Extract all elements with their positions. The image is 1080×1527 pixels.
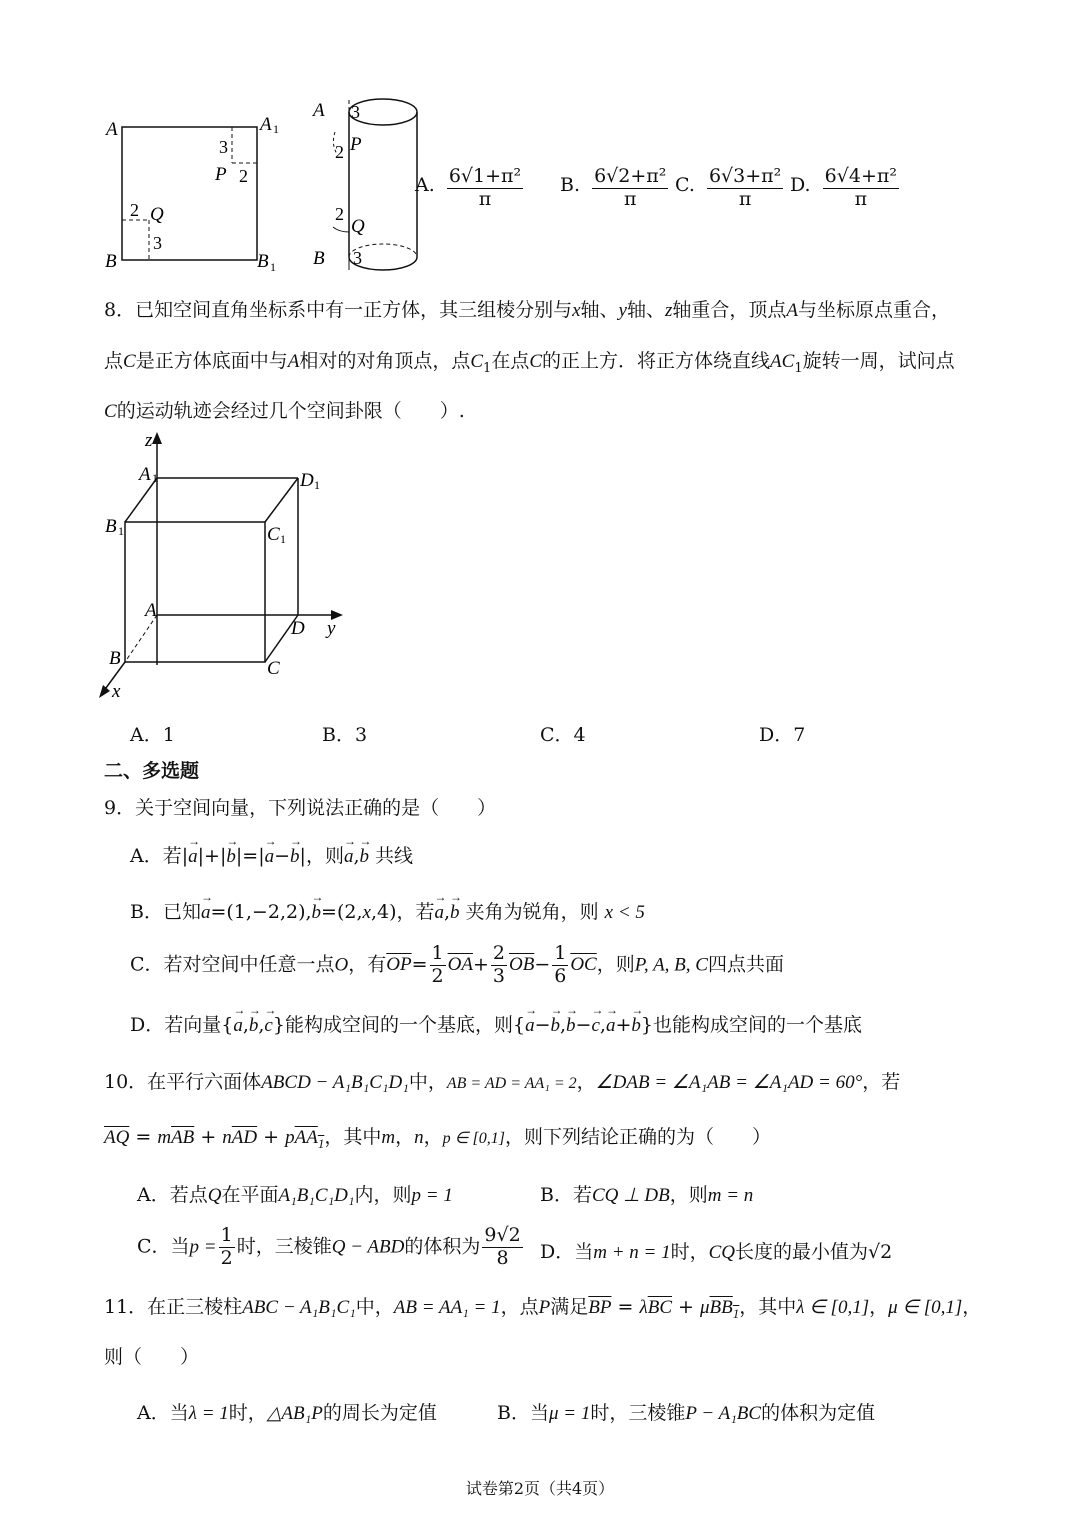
q10-line-2: $\overline{AQ} = m\overline{AB} + n\overline{AD} + pAA_1$，其中m，n，p ∈ [0,1]，则下列结论正确的为（ ） bbox=[104, 1126, 772, 1151]
q8-text: 与坐标原点重合， bbox=[798, 299, 951, 321]
q9-text: 共线 bbox=[375, 845, 414, 867]
q10-c-half-num: 1 bbox=[220, 1224, 233, 1246]
q10-text: 时，三棱锥 bbox=[236, 1235, 332, 1258]
q7-option-d-den: π bbox=[854, 187, 868, 210]
q7-option-b-letter: B. bbox=[560, 174, 581, 197]
q10-angles: ∠DAB = ∠A₁AB = ∠A₁AD = 60° bbox=[595, 1072, 863, 1093]
q8-option-d-value: 7 bbox=[793, 724, 806, 746]
fig1-label-3b: 3 bbox=[153, 233, 162, 253]
q11-mu-range: μ ∈ [0,1] bbox=[888, 1297, 963, 1318]
q9-text: A．若 bbox=[130, 845, 182, 867]
cube-label-y: y bbox=[327, 618, 336, 639]
q8-text: 旋转一周，试问点 bbox=[802, 350, 955, 372]
fig2-label-2a: 2 bbox=[335, 142, 344, 162]
q10-c-p: p = bbox=[189, 1236, 217, 1258]
q8-option-a-letter: A． bbox=[130, 724, 163, 746]
q10-text: ，则下列结论正确的为（ ） bbox=[505, 1126, 772, 1148]
q8-z: z bbox=[665, 300, 673, 321]
q10-m: m bbox=[381, 1127, 396, 1148]
q7-option-b-den: π bbox=[623, 187, 637, 210]
q8-option-c bbox=[540, 720, 586, 747]
q10-plane: A₁B₁C₁D₁ bbox=[278, 1185, 355, 1206]
q8-sub: 1 bbox=[794, 360, 803, 376]
q10-text: ， bbox=[423, 1126, 443, 1148]
q9-text: C．若对空间中任意一点 bbox=[130, 953, 335, 976]
q10-text: 中， bbox=[408, 1071, 447, 1093]
q8-option-a-value: 1 bbox=[162, 724, 175, 746]
q11-prism: ABC − A₁B₁C₁ bbox=[242, 1297, 356, 1318]
q11-a-triangle: △AB₁P bbox=[266, 1403, 323, 1424]
cube-label-B1: B bbox=[105, 516, 117, 537]
q10-option-c bbox=[137, 1225, 525, 1270]
q7-option-c bbox=[675, 166, 785, 211]
fig2-label-B: B bbox=[313, 248, 325, 269]
q10-text: ，若 bbox=[862, 1071, 901, 1093]
q11-text: ，点 bbox=[500, 1296, 539, 1318]
q8-option-b-letter: B． bbox=[322, 724, 355, 746]
q9-points: P, A, B, C bbox=[634, 954, 708, 976]
q11-b-pyramid: P − A₁BC bbox=[685, 1403, 762, 1424]
q11-text: 11．在正三棱柱 bbox=[104, 1296, 243, 1318]
q11-text: 中， bbox=[355, 1296, 394, 1318]
q10-text: 内，则 bbox=[354, 1184, 412, 1206]
q10-text: 时， bbox=[670, 1241, 709, 1263]
q8-text: 的运动轨迹会经过几个空间卦限（ ）. bbox=[116, 400, 465, 422]
q8-option-d-letter: D． bbox=[759, 724, 794, 746]
q9-text: B．已知 bbox=[130, 901, 201, 923]
q11-lengths: AB = AA₁ = 1 bbox=[393, 1297, 501, 1318]
q8-option-d bbox=[759, 720, 805, 747]
q11-text: ，其中 bbox=[739, 1296, 797, 1318]
q11-line-2: 则（ ） bbox=[104, 1346, 200, 1368]
q10-c-vol-num: 9√2 bbox=[484, 1224, 521, 1246]
section-heading-multi-choice: 二、多选题 bbox=[104, 760, 200, 782]
q11-text: 时，三棱锥 bbox=[590, 1402, 686, 1424]
q11-a-cond: λ = 1 bbox=[188, 1403, 229, 1424]
q8-AC1: AC bbox=[770, 351, 795, 372]
q11-b-cond: μ = 1 bbox=[548, 1403, 591, 1424]
fig2-label-A: A bbox=[313, 100, 325, 121]
fig1-label-B: B bbox=[105, 251, 117, 272]
fig1-label-B1-sub: 1 bbox=[270, 260, 276, 274]
q11-option-b bbox=[497, 1398, 875, 1425]
q7-option-a-num: 6√1+π² bbox=[448, 165, 522, 187]
q10-option-d bbox=[540, 1237, 892, 1264]
q8-sub: 1 bbox=[483, 360, 492, 376]
cube-label-C1: C bbox=[267, 524, 280, 545]
cube-label-x: x bbox=[112, 681, 121, 702]
fig2-label-2b: 2 bbox=[335, 204, 344, 224]
fig2-label-3b: 3 bbox=[353, 248, 362, 268]
q8-line-1 bbox=[104, 295, 950, 322]
q9-text: 夹角为锐角，则 bbox=[465, 901, 599, 923]
q11-text: 时， bbox=[228, 1402, 267, 1424]
cube-figure bbox=[95, 430, 355, 705]
q10-d-cond: m + n = 1 bbox=[593, 1242, 671, 1263]
fig1-label-2a: 2 bbox=[239, 166, 248, 186]
q7-option-c-den: π bbox=[738, 187, 752, 210]
q10-text: D．当 bbox=[540, 1241, 594, 1263]
q9-option-b: B．已知→ a=(1,−2,2),→ b=(2,x,4)，若→ a,→ b 夹角为锐角，则 x < 5 bbox=[130, 897, 645, 924]
q8-text: 轴、 bbox=[580, 299, 619, 321]
q10-text: ， bbox=[395, 1126, 415, 1148]
q11-text: A．当 bbox=[137, 1402, 189, 1424]
q8-text: 轴重合，顶点 bbox=[672, 299, 787, 321]
q9-option-a: A．若|→ a|+|→ b|=|→ a−→ b|，则→ a,→ b 共线 bbox=[130, 841, 413, 868]
cube-label-B: B bbox=[109, 648, 121, 669]
q10-option-a bbox=[137, 1180, 453, 1207]
q8-text: 8．已知空间直角坐标系中有一正方体，其三组棱分别与 bbox=[104, 299, 573, 321]
q11-text: 的周长为定值 bbox=[322, 1402, 437, 1424]
q10-text: 长度的最小值为 bbox=[735, 1241, 869, 1263]
q7-option-d-num: 6√4+π² bbox=[824, 165, 897, 187]
q9-text: 能构成空间的一个基底，则 bbox=[284, 1014, 513, 1036]
fig1-label-A1: A bbox=[260, 114, 272, 135]
q7-option-c-letter: C. bbox=[675, 174, 695, 197]
q8-C: C bbox=[529, 351, 543, 372]
q8-A: A bbox=[287, 351, 300, 372]
q7-option-a-letter: A. bbox=[415, 174, 435, 197]
q8-y: y bbox=[618, 300, 627, 321]
fig1-label-A: A bbox=[106, 119, 118, 140]
fig1-label-B1: B bbox=[257, 251, 269, 272]
q7-option-b-num: 6√2+π² bbox=[594, 165, 667, 187]
q8-text: 的正上方．将正方体绕直线 bbox=[542, 350, 771, 372]
q11-P: P bbox=[538, 1297, 551, 1318]
q9-text: D．若向量 bbox=[130, 1014, 222, 1036]
q10-text: 10．在平行六面体 bbox=[104, 1071, 262, 1093]
fig1-label-Q: Q bbox=[150, 204, 164, 225]
q11-line-1: 11．在正三棱柱ABC − A₁B₁C₁中，AB = AA₁ = 1，点P满足$\overline{BP} = \lambda\overline{BC} + \mu BB_1$，其中λ ∈ [0,1]，μ ∈ [0,1]， bbox=[104, 1296, 982, 1321]
q8-x: x bbox=[572, 300, 581, 321]
q10-n: n bbox=[414, 1127, 424, 1148]
fig1-label-P: P bbox=[215, 164, 227, 185]
q8-option-c-value: 4 bbox=[573, 724, 586, 746]
q11-text: 满足 bbox=[550, 1296, 589, 1318]
q8-option-a bbox=[130, 720, 175, 747]
q8-line-2 bbox=[104, 346, 955, 376]
q11-text: ， bbox=[869, 1296, 889, 1318]
q7-option-d bbox=[790, 166, 901, 211]
q10-option-b bbox=[540, 1180, 753, 1207]
cube-label-A1-sub: 1 bbox=[152, 471, 158, 485]
q11-lambda-range: λ ∈ [0,1] bbox=[796, 1297, 870, 1318]
q9-b-result: x < 5 bbox=[604, 902, 645, 923]
q9-text: ，则 bbox=[596, 953, 635, 976]
q11-text: B．当 bbox=[497, 1402, 549, 1424]
q9-text: 也能构成空间的一个基底 bbox=[652, 1014, 862, 1036]
q9-option-d: D．若向量{→ a,→ b,→ c}能构成空间的一个基底，则{→ a−→ b,→ b−→ c,→ a+→ b}也能构成空间的一个基底 bbox=[130, 1010, 862, 1037]
q10-text: ， bbox=[576, 1071, 596, 1093]
q9-text: ，若 bbox=[396, 901, 435, 923]
cube-label-D1-sub: 1 bbox=[314, 478, 320, 492]
q10-text: ，其中 bbox=[324, 1126, 382, 1148]
q11-text: 的体积为定值 bbox=[761, 1402, 876, 1424]
q8-C1: C bbox=[470, 351, 484, 372]
q8-text: 相对的对角顶点，点 bbox=[299, 350, 471, 372]
q9-option-c: C．若对空间中任意一点O，有$\overline{OP}=$ $\frac{1}{2}$ $\overline{OA}+$ $\frac{2}{3}$ $\overline{OB}-$ $\frac{1}{6}$ $\overline{OC}$，则P, A, B, C四点共面 bbox=[130, 942, 784, 987]
q8-C: C bbox=[123, 351, 136, 372]
q10-p-range: p ∈ [0,1] bbox=[442, 1130, 505, 1147]
q8-text: 点 bbox=[104, 350, 124, 372]
q10-c-pyramid: Q − ABD bbox=[331, 1236, 405, 1258]
q8-option-b-value: 3 bbox=[354, 724, 368, 746]
q9-a-formula: |→ a|+|→ b|=|→ a−→ b| bbox=[182, 845, 306, 867]
cylinder-figure bbox=[305, 92, 420, 277]
q7-option-a-den: π bbox=[478, 187, 492, 210]
q9-O: O bbox=[334, 954, 349, 976]
fig2-label-P: P bbox=[350, 134, 362, 155]
q8-option-c-letter: C． bbox=[540, 724, 574, 746]
q10-text: C．当 bbox=[137, 1235, 190, 1258]
q7-option-b bbox=[560, 166, 670, 211]
q10-text: 在平面 bbox=[221, 1184, 279, 1206]
q10-d-CQ: CQ bbox=[708, 1242, 736, 1263]
q8-line-3 bbox=[104, 396, 465, 423]
unfolded-rectangle-figure bbox=[100, 105, 290, 280]
q10-line-1 bbox=[104, 1067, 900, 1094]
q10-b-result: m = n bbox=[707, 1185, 754, 1206]
q8-text: 是正方体底面中与 bbox=[135, 350, 288, 372]
q7-option-c-num: 6√3+π² bbox=[708, 165, 782, 187]
q10-lengths: AB = AD = AA₁ = 2 bbox=[446, 1075, 577, 1092]
q7-option-d-letter: D. bbox=[790, 174, 811, 197]
q10-Q: Q bbox=[207, 1185, 222, 1206]
q9-text: ，有 bbox=[348, 953, 387, 976]
q10-solid: ABCD − A₁B₁C₁D₁ bbox=[261, 1072, 409, 1093]
q9-stem: 9．关于空间向量，下列说法正确的是（ ） bbox=[104, 797, 497, 819]
q8-text: 在点 bbox=[491, 350, 530, 372]
cube-label-C: C bbox=[267, 658, 280, 679]
page-footer: 试卷第2页（共4页） bbox=[465, 1479, 615, 1498]
q10-a-result: p = 1 bbox=[411, 1185, 453, 1206]
fig1-label-A1-sub: 1 bbox=[273, 122, 279, 136]
fig1-label-2b: 2 bbox=[130, 200, 139, 220]
fig2-label-Q: Q bbox=[351, 216, 365, 237]
cube-label-B1-sub: 1 bbox=[118, 524, 124, 538]
q10-c-half-den: 2 bbox=[220, 1246, 233, 1269]
q10-text: B．若 bbox=[540, 1184, 592, 1206]
q9-text: ，则 bbox=[305, 845, 344, 867]
q10-c-vol-den: 8 bbox=[496, 1246, 509, 1269]
q8-text: 轴、 bbox=[626, 299, 665, 321]
q8-option-b bbox=[322, 720, 367, 747]
q10-d-value: √2 bbox=[868, 1241, 893, 1263]
q9-text: 四点共面 bbox=[707, 953, 784, 976]
cube-label-A: A bbox=[145, 600, 157, 621]
cube-label-C1-sub: 1 bbox=[280, 532, 286, 546]
cube-label-A1: A bbox=[139, 464, 151, 485]
q10-text: 的体积为 bbox=[404, 1235, 481, 1258]
q8-C: C bbox=[104, 401, 117, 422]
fig1-label-3a: 3 bbox=[219, 137, 228, 157]
q7-option-a bbox=[415, 166, 525, 211]
fig2-label-3a: 3 bbox=[351, 102, 360, 122]
cube-label-D: D bbox=[291, 618, 305, 639]
q8-A: A bbox=[786, 300, 799, 321]
cube-label-z: z bbox=[145, 430, 153, 451]
q10-text: A．若点 bbox=[137, 1184, 208, 1206]
q11-text: ， bbox=[962, 1296, 982, 1318]
q11-option-a bbox=[137, 1398, 437, 1425]
q10-text: ，则 bbox=[669, 1184, 708, 1206]
cube-label-D1: D bbox=[300, 470, 314, 491]
q10-b-cond: CQ ⊥ DB bbox=[591, 1185, 670, 1206]
